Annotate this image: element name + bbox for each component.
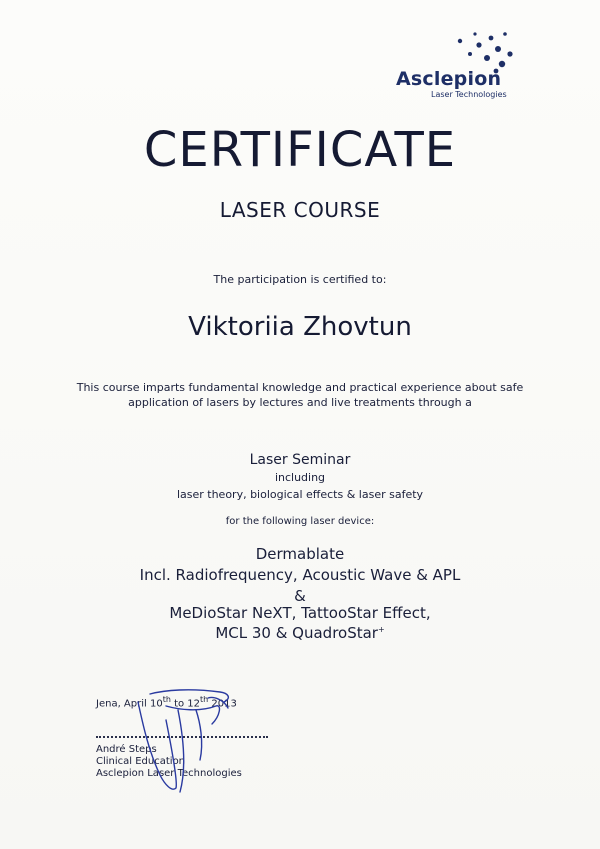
asclepion-logo	[396, 28, 526, 103]
device-line-4-main: MCL 30 & QuadroStar	[215, 624, 378, 642]
signer-name: André Steps	[96, 744, 157, 755]
including-label: including	[274, 471, 326, 484]
handwritten-signature	[120, 680, 260, 800]
course-description	[0, 380, 600, 410]
course-description-line2: application of lasers by lectures and live treatments through a	[128, 396, 472, 409]
device-line-3: MeDioStar NeXT, TattooStar Effect,	[169, 604, 431, 622]
certificate-subtitle: LASER COURSE	[219, 198, 381, 222]
logo-name: Asclepion	[396, 68, 502, 90]
signer-department: Clinical Education	[96, 756, 186, 767]
device-intro: for the following laser device:	[225, 516, 375, 527]
device-line-4	[0, 624, 600, 642]
course-description-line1: This course imparts fundamental knowledge and practical experience about safe	[76, 381, 524, 394]
date-year: 2013	[208, 698, 237, 710]
device-line-1: Dermablate	[255, 545, 345, 563]
recipient-name: Viktoriia Zhovtun	[188, 312, 412, 342]
certified-to-label: The participation is certified to:	[213, 273, 387, 286]
logo-tagline: Laser Technologies	[431, 90, 507, 99]
date-prefix: Jena, April 10	[96, 698, 163, 710]
device-line-2: Incl. Radiofrequency, Acoustic Wave & APL	[139, 566, 461, 584]
date-sup-2: th	[200, 695, 209, 704]
certificate-title: CERTIFICATE	[143, 122, 457, 178]
date-sup-1: th	[162, 695, 171, 704]
signer-organization: Asclepion Laser Technologies	[96, 768, 242, 779]
seminar-topics: laser theory, biological effects & laser safety	[176, 488, 424, 501]
seminar-title: Laser Seminar	[249, 452, 351, 468]
date-mid: to 12	[170, 698, 201, 710]
device-ampersand: &	[294, 587, 306, 605]
device-line-4-sup: +	[377, 625, 385, 634]
